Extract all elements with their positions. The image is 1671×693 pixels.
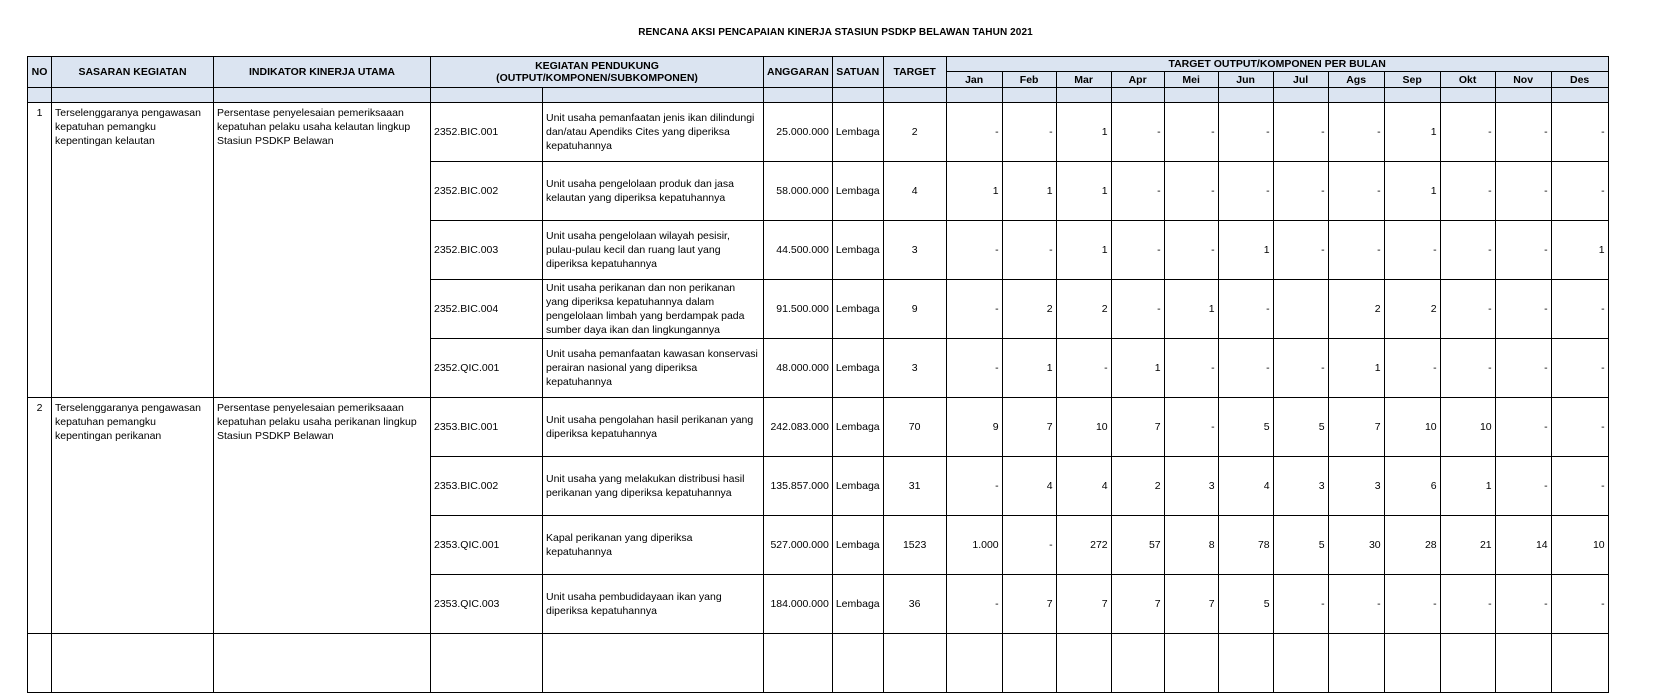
month-target-cell: - (1384, 221, 1440, 280)
target-cell: 3 (883, 221, 946, 280)
header-spacer-cell (832, 88, 883, 103)
month-target-cell: - (1551, 280, 1608, 339)
col-header-month: Mar (1056, 72, 1111, 88)
kegiatan-code-cell: 2353.BIC.001 (431, 398, 543, 457)
kegiatan-code-cell: 2353.BIC.002 (431, 457, 543, 516)
month-target-cell: 14 (1495, 516, 1551, 575)
month-target-cell: 7 (1111, 398, 1164, 457)
month-target-cell: - (1440, 162, 1495, 221)
header-spacer-cell (1495, 88, 1551, 103)
col-header-month: Nov (1495, 72, 1551, 88)
anggaran-cell: 48.000.000 (764, 339, 833, 398)
month-target-cell: - (1440, 221, 1495, 280)
row-number: 1 (28, 103, 52, 398)
col-header-month: Mei (1164, 72, 1218, 88)
kegiatan-description-cell: Unit usaha yang melakukan distribusi hasil perikanan yang diperiksa kepatuhannya (543, 457, 764, 516)
month-target-cell: - (1551, 162, 1608, 221)
empty-cell (28, 634, 52, 693)
empty-cell (1273, 634, 1328, 693)
month-target-cell: 1 (1002, 162, 1056, 221)
month-target-cell: - (1328, 162, 1384, 221)
header-spacer-cell (1328, 88, 1384, 103)
empty-cell (946, 634, 1002, 693)
col-header-month: Ags (1328, 72, 1384, 88)
target-cell: 31 (883, 457, 946, 516)
month-target-cell: - (1495, 339, 1551, 398)
table-row (28, 634, 1609, 693)
col-header-month: Okt (1440, 72, 1495, 88)
month-target-cell: - (1495, 575, 1551, 634)
header-row-spacer (28, 88, 1609, 103)
month-target-cell: 7 (1002, 398, 1056, 457)
empty-cell (1002, 634, 1056, 693)
header-spacer-cell (1002, 88, 1056, 103)
anggaran-cell: 58.000.000 (764, 162, 833, 221)
anggaran-cell: 91.500.000 (764, 280, 833, 339)
kegiatan-description-cell: Kapal perikanan yang diperiksa kepatuhannya (543, 516, 764, 575)
kegiatan-description-cell: Unit usaha pengelolaan produk dan jasa kelautan yang diperiksa kepatuhannya (543, 162, 764, 221)
sasaran-kegiatan-cell: Terselenggaranya pengawasan kepatuhan pemangku kepentingan perikanan (52, 398, 214, 634)
col-header-month: Jul (1273, 72, 1328, 88)
empty-cell (543, 634, 764, 693)
table-row (28, 103, 1609, 162)
header-spacer-cell (1218, 88, 1273, 103)
table-row (28, 398, 1609, 457)
month-target-cell: 7 (1056, 575, 1111, 634)
month-target-cell: - (1328, 575, 1384, 634)
month-target-cell: 78 (1218, 516, 1273, 575)
kegiatan-code-cell: 2352.BIC.003 (431, 221, 543, 280)
empty-cell (52, 634, 214, 693)
header-spacer-cell (764, 88, 833, 103)
satuan-cell: Lembaga (832, 575, 883, 634)
month-target-cell: - (1273, 103, 1328, 162)
month-target-cell: 1 (1384, 103, 1440, 162)
month-target-cell: - (1440, 280, 1495, 339)
empty-cell (1551, 634, 1608, 693)
month-target-cell: 57 (1111, 516, 1164, 575)
month-target-cell: - (1218, 103, 1273, 162)
kegiatan-code-cell: 2353.QIC.001 (431, 516, 543, 575)
month-target-cell: - (1273, 575, 1328, 634)
month-target-cell: - (1111, 103, 1164, 162)
month-target-cell: 5 (1218, 398, 1273, 457)
empty-cell (1328, 634, 1384, 693)
col-header-indikator: INDIKATOR KINERJA UTAMA (214, 57, 431, 88)
month-target-cell: - (1218, 280, 1273, 339)
month-target-cell: 1 (1002, 339, 1056, 398)
month-target-cell: 2 (1384, 280, 1440, 339)
month-target-cell: - (946, 103, 1002, 162)
month-target-cell: 4 (1218, 457, 1273, 516)
kegiatan-description-cell: Unit usaha pembudidayaan ikan yang diperiksa kepatuhannya (543, 575, 764, 634)
month-target-cell: 1 (1056, 221, 1111, 280)
month-target-cell: 1 (1440, 457, 1495, 516)
empty-cell (1384, 634, 1440, 693)
col-header-month: Des (1551, 72, 1608, 88)
month-target-cell: 1 (1056, 103, 1111, 162)
month-target-cell: 10 (1056, 398, 1111, 457)
satuan-cell: Lembaga (832, 457, 883, 516)
col-header-kegiatan: KEGIATAN PENDUKUNG (OUTPUT/KOMPONEN/SUBKOMPONEN) (431, 57, 764, 88)
col-header-month: Apr (1111, 72, 1164, 88)
month-target-cell: 5 (1273, 398, 1328, 457)
empty-cell (1164, 634, 1218, 693)
empty-cell (1218, 634, 1273, 693)
month-target-cell: 21 (1440, 516, 1495, 575)
month-target-cell: - (1440, 339, 1495, 398)
col-header-target: TARGET (883, 57, 946, 88)
month-target-cell: - (1440, 575, 1495, 634)
month-target-cell: 2 (1002, 280, 1056, 339)
month-target-cell: - (1164, 103, 1218, 162)
col-header-month: Feb (1002, 72, 1056, 88)
satuan-cell: Lembaga (832, 221, 883, 280)
kegiatan-code-cell: 2352.BIC.001 (431, 103, 543, 162)
target-cell: 9 (883, 280, 946, 339)
satuan-cell: Lembaga (832, 162, 883, 221)
header-spacer-cell (1551, 88, 1608, 103)
table-header (28, 57, 1609, 103)
kegiatan-description-cell: Unit usaha pemanfaatan kawasan konservasi perairan nasional yang diperiksa kepatuhannya (543, 339, 764, 398)
month-target-cell: 28 (1384, 516, 1440, 575)
empty-cell (764, 634, 833, 693)
month-target-cell: - (1495, 457, 1551, 516)
month-target-cell: - (1551, 457, 1608, 516)
month-target-cell: - (1164, 398, 1218, 457)
anggaran-cell: 527.000.000 (764, 516, 833, 575)
empty-cell (832, 634, 883, 693)
month-target-cell: - (1440, 103, 1495, 162)
month-target-cell: - (1495, 103, 1551, 162)
month-target-cell: 4 (1056, 457, 1111, 516)
month-target-cell: - (1002, 516, 1056, 575)
kegiatan-description-cell: Unit usaha perikanan dan non perikanan yang diperiksa kepatuhannya dalam pengelolaan limbah yang berdampak pada sumber daya ikan dan lingkungannya (543, 280, 764, 339)
month-target-cell: 7 (1328, 398, 1384, 457)
month-target-cell: - (1164, 339, 1218, 398)
month-target-cell: - (1495, 162, 1551, 221)
row-number: 2 (28, 398, 52, 634)
month-target-cell: 1 (1164, 280, 1218, 339)
month-target-cell: - (1384, 339, 1440, 398)
month-target-cell: 4 (1002, 457, 1056, 516)
empty-cell (1440, 634, 1495, 693)
header-spacer-cell (28, 88, 52, 103)
empty-cell (1111, 634, 1164, 693)
table-body (28, 103, 1609, 693)
month-target-cell: - (1056, 339, 1111, 398)
month-target-cell: - (1384, 575, 1440, 634)
header-spacer-cell (1164, 88, 1218, 103)
month-target-cell: - (1273, 339, 1328, 398)
empty-cell (214, 634, 431, 693)
anggaran-cell: 44.500.000 (764, 221, 833, 280)
month-target-cell: - (1111, 221, 1164, 280)
month-target-cell (1273, 280, 1328, 339)
month-target-cell: 8 (1164, 516, 1218, 575)
month-target-cell: - (1273, 162, 1328, 221)
month-target-cell: - (1111, 280, 1164, 339)
month-target-cell: 9 (946, 398, 1002, 457)
header-spacer-cell (1111, 88, 1164, 103)
month-target-cell: - (946, 221, 1002, 280)
header-spacer-cell (946, 88, 1002, 103)
kegiatan-description-cell: Unit usaha pemanfaatan jenis ikan dilindungi dan/atau Apendiks Cites yang diperiksa kepatuhannya (543, 103, 764, 162)
col-header-anggaran: ANGGARAN (764, 57, 833, 88)
month-target-cell: - (1002, 103, 1056, 162)
month-target-cell: - (946, 280, 1002, 339)
month-target-cell: - (1328, 221, 1384, 280)
month-target-cell: - (946, 457, 1002, 516)
empty-cell (883, 634, 946, 693)
month-target-cell: 1 (1056, 162, 1111, 221)
col-header-no: NO (28, 57, 52, 88)
month-target-cell: 10 (1384, 398, 1440, 457)
month-target-cell: - (1218, 162, 1273, 221)
month-target-cell: - (1551, 575, 1608, 634)
empty-cell (1056, 634, 1111, 693)
anggaran-cell: 242.083.000 (764, 398, 833, 457)
header-spacer-cell (883, 88, 946, 103)
month-target-cell: 272 (1056, 516, 1111, 575)
month-target-cell: 1.000 (946, 516, 1002, 575)
month-target-cell: - (1495, 280, 1551, 339)
header-spacer-cell (431, 88, 543, 103)
anggaran-cell: 135.857.000 (764, 457, 833, 516)
header-spacer-cell (1056, 88, 1111, 103)
report-title: RENCANA AKSI PENCAPAIAN KINERJA STASIUN PSDKP BELAWAN TAHUN 2021 (638, 27, 1033, 38)
action-plan-table (27, 56, 1609, 693)
month-target-cell: 3 (1328, 457, 1384, 516)
empty-cell (1495, 634, 1551, 693)
target-cell: 2 (883, 103, 946, 162)
month-target-cell: 2 (1328, 280, 1384, 339)
header-spacer-cell (1384, 88, 1440, 103)
kegiatan-code-cell: 2353.QIC.003 (431, 575, 543, 634)
month-target-cell: - (946, 575, 1002, 634)
month-target-cell: 1 (1111, 339, 1164, 398)
target-cell: 4 (883, 162, 946, 221)
month-target-cell: 1 (1328, 339, 1384, 398)
month-target-cell: - (1551, 103, 1608, 162)
header-spacer-cell (1440, 88, 1495, 103)
month-target-cell: 10 (1551, 516, 1608, 575)
month-target-cell: - (1218, 339, 1273, 398)
header-row-top (28, 57, 1609, 72)
month-target-cell: 1 (946, 162, 1002, 221)
satuan-cell: Lembaga (832, 516, 883, 575)
month-target-cell: - (1111, 162, 1164, 221)
month-target-cell: 1 (1384, 162, 1440, 221)
month-target-cell: 10 (1440, 398, 1495, 457)
month-target-cell: - (1551, 339, 1608, 398)
month-target-cell: 5 (1218, 575, 1273, 634)
month-target-cell: 1 (1551, 221, 1608, 280)
satuan-cell: Lembaga (832, 103, 883, 162)
kegiatan-code-cell: 2352.QIC.001 (431, 339, 543, 398)
satuan-cell: Lembaga (832, 280, 883, 339)
kegiatan-code-cell: 2352.BIC.002 (431, 162, 543, 221)
header-spacer-cell (543, 88, 764, 103)
col-header-per-bulan: TARGET OUTPUT/KOMPONEN PER BULAN (946, 57, 1608, 72)
target-cell: 36 (883, 575, 946, 634)
month-target-cell: 7 (1111, 575, 1164, 634)
target-cell: 3 (883, 339, 946, 398)
kegiatan-code-cell: 2352.BIC.004 (431, 280, 543, 339)
anggaran-cell: 184.000.000 (764, 575, 833, 634)
month-target-cell: 7 (1164, 575, 1218, 634)
month-target-cell: - (1551, 398, 1608, 457)
indikator-kinerja-cell: Persentase penyelesaian pemeriksaaan kepatuhan pelaku usaha perikanan lingkup Stasiun PSDKP Belawan (214, 398, 431, 634)
month-target-cell: - (1002, 221, 1056, 280)
col-header-month: Jan (946, 72, 1002, 88)
month-target-cell: - (1164, 162, 1218, 221)
header-spacer-cell (52, 88, 214, 103)
col-header-sasaran: SASARAN KEGIATAN (52, 57, 214, 88)
month-target-cell: - (1495, 398, 1551, 457)
satuan-cell: Lembaga (832, 398, 883, 457)
month-target-cell: - (1164, 221, 1218, 280)
kegiatan-description-cell: Unit usaha pengelolaan wilayah pesisir, pulau-pulau kecil dan ruang laut yang diperiksa kepatuhannya (543, 221, 764, 280)
col-header-month: Sep (1384, 72, 1440, 88)
anggaran-cell: 25.000.000 (764, 103, 833, 162)
month-target-cell: 7 (1002, 575, 1056, 634)
month-target-cell: - (1495, 221, 1551, 280)
month-target-cell: 2 (1056, 280, 1111, 339)
header-spacer-cell (214, 88, 431, 103)
target-cell: 70 (883, 398, 946, 457)
month-target-cell: 3 (1164, 457, 1218, 516)
indikator-kinerja-cell: Persentase penyelesaian pemeriksaaan kepatuhan pelaku usaha kelautan lingkup Stasiun PSDKP Belawan (214, 103, 431, 398)
col-header-month: Jun (1218, 72, 1273, 88)
month-target-cell: - (946, 339, 1002, 398)
month-target-cell: 5 (1273, 516, 1328, 575)
target-cell: 1523 (883, 516, 946, 575)
month-target-cell: 6 (1384, 457, 1440, 516)
month-target-cell: 1 (1218, 221, 1273, 280)
empty-cell (431, 634, 543, 693)
satuan-cell: Lembaga (832, 339, 883, 398)
sasaran-kegiatan-cell: Terselenggaranya pengawasan kepatuhan pemangku kepentingan kelautan (52, 103, 214, 398)
month-target-cell: - (1328, 103, 1384, 162)
month-target-cell: - (1273, 221, 1328, 280)
col-header-satuan: SATUAN (832, 57, 883, 88)
month-target-cell: 30 (1328, 516, 1384, 575)
month-target-cell: 2 (1111, 457, 1164, 516)
header-spacer-cell (1273, 88, 1328, 103)
month-target-cell: 3 (1273, 457, 1328, 516)
kegiatan-description-cell: Unit usaha pengolahan hasil perikanan yang diperiksa kepatuhannya (543, 398, 764, 457)
